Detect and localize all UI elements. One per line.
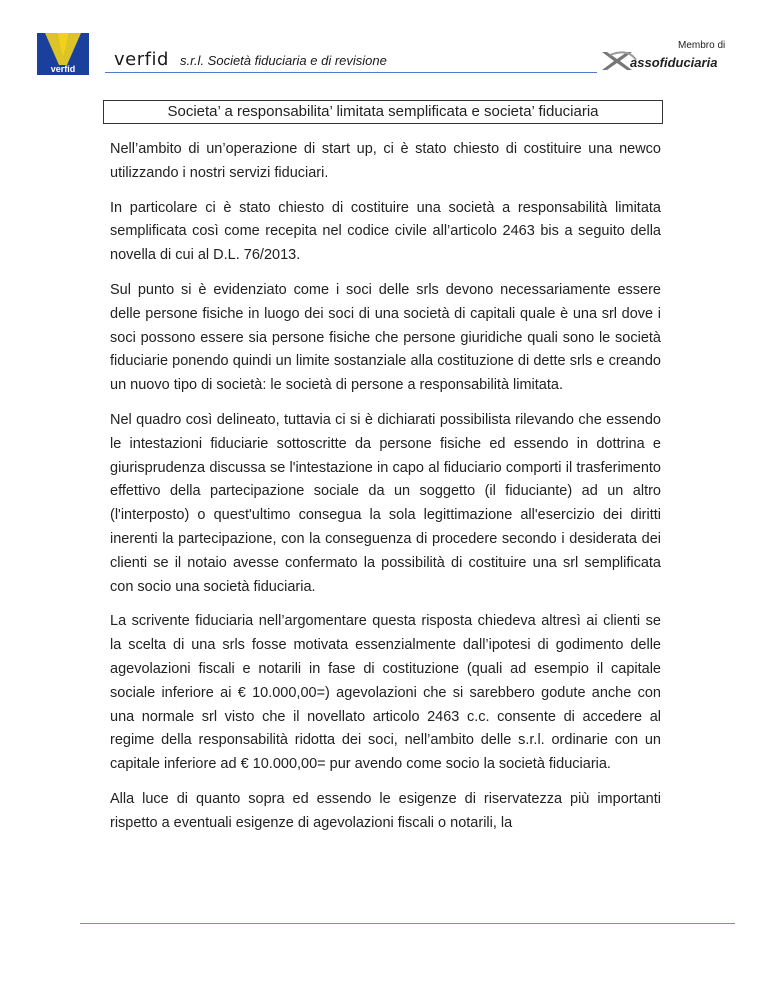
member-label: Membro di [678,40,726,51]
paragraph: Nel quadro così delineato, tuttavia ci si è dichiarati possibilista rilevando che essendo le intestazioni fiduciarie sottoscritte da persone fisiche ed essendo in dottrina e giurisprudenza discussa se l'intestazione in capo al fiduciario comporti il trasferimento effettivo della partecipazione sociale da un soggetto (il fiduciante) ad un altro (l'interposto) o quest'ultimo consegua la sola legittimazione all'esercizio dei diritti inerenti la partecipazione, con la conseguenza di procedere secondo i desiderata dei clienti se il notaio avesse confermato la possibilità di costituire una srl semplificata con socio una società fiduciaria. [110,411,661,595]
paragraph: Alla luce di quanto sopra ed essendo le esigenze di riservatezza più importanti rispetto a eventuali esigenze di agevolazioni fiscali o notarili, la [110,790,661,831]
document-body [110,138,661,847]
association-name: assofiduciaria [630,55,718,70]
paragraph: La scrivente fiduciaria nell’argomentare questa risposta chiedeva altresì ai clienti se la scelta di una srls fosse motivata essenzialmente dall’ipotesi di godimento delle agevolazioni fiscali e notarili in fase di costituzione (quali ad esempio il capitale sociale inferiore ai € 10.000,00=) agevolazioni che si sarebbero godute anche con una normale srl visto che il novellato articolo 2463 c.c. consente di accedere al regime della responsabilità ridotta dei soci, nell’ambito delle s.r.l. ordinarie con un capitale inferiore ad € 10.000,00= pur avendo come socio la società fiduciaria. [110,613,661,773]
footer-divider [80,923,735,924]
brand-name: verfid [114,49,169,70]
logo-text: verfid [50,64,76,74]
brand-subtitle: s.r.l. Società fiduciaria e di revisione [179,53,387,68]
brand-header [114,51,387,69]
assofiduciaria-logo [600,50,736,72]
verfid-logo [37,33,89,75]
paragraph: Sul punto si è evidenziato come i soci delle srls devono necessariamente essere delle persone fisiche in luogo dei soci di una società di capitali quale è una srl dove i soci possono essere sia persone fisiche che persone giuridiche quali sono le società fiduciarie ponendo quindi un limite sostanziale alla costituzione di dette srls e creando un nuovo tipo di società: le società di persone a responsabilità limitata. [110,281,661,394]
paragraph: In particolare ci è stato chiesto di costituire una società a responsabilità limitata semplificata così come recepita nel codice civile all’articolo 2463 bis a seguito della novella di cui al D.L. 76/2013. [110,199,661,264]
paragraph: Nell’ambito di un’operazione di start up, ci è stato chiesto di costituire una newco utilizzando i nostri servizi fiduciari. [110,141,661,181]
header-divider [105,72,597,73]
document-title: Societa’ a responsabilita’ limitata semplificata e societa’ fiduciaria [103,100,663,124]
